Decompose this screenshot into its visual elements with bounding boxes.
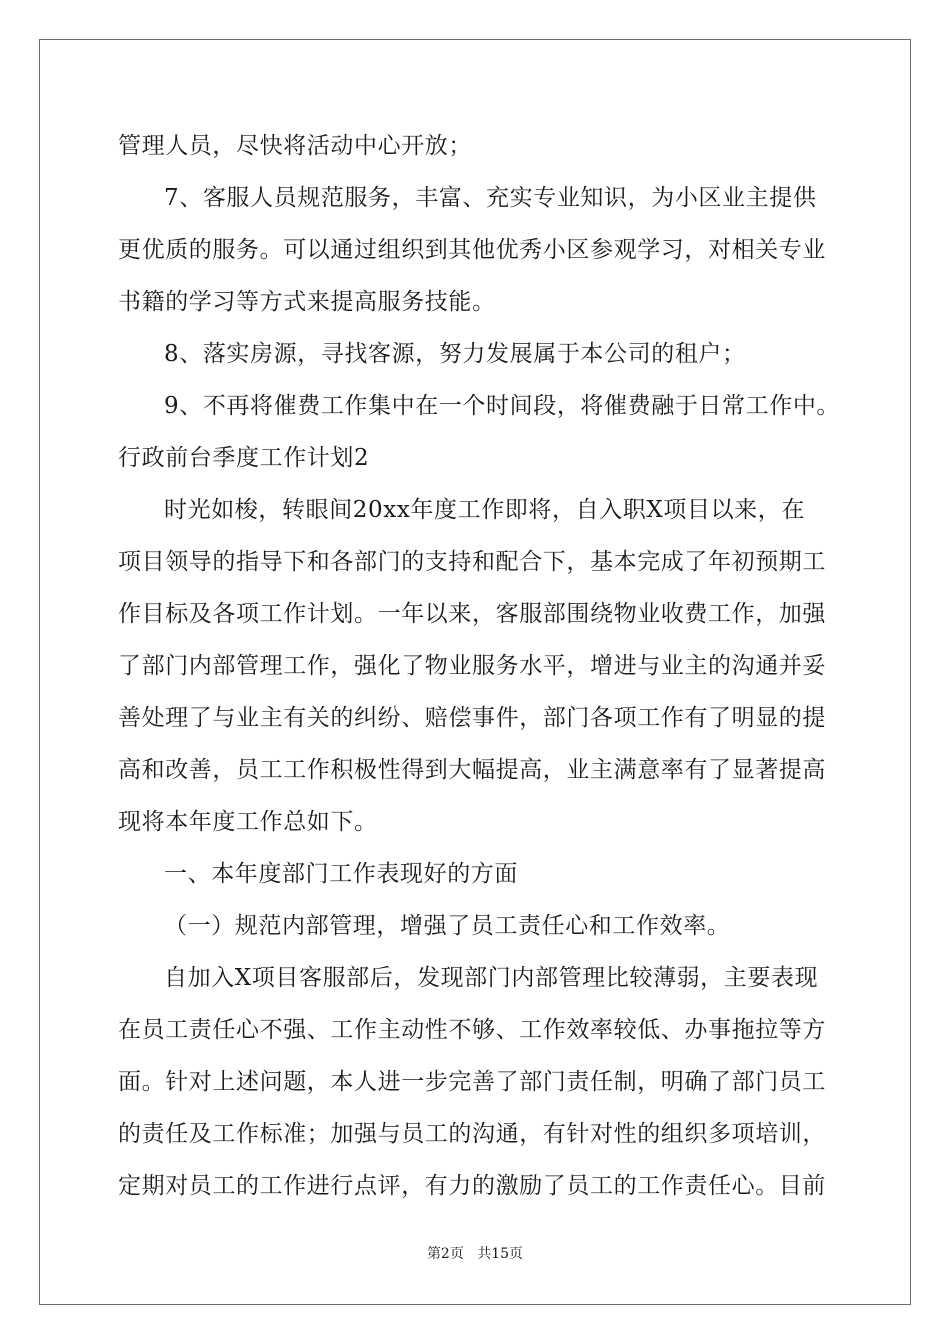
text-line: 作目标及各项工作计划。一年以来，客服部围绕物业收费工作，加强 <box>118 601 826 627</box>
text-line: 面。针对上述问题，本人进一步完善了部门责任制，明确了部门员工 <box>118 1069 826 1095</box>
section-title: 行政前台季度工作计划2 <box>118 445 370 471</box>
page-total: 共15页 <box>477 1246 524 1262</box>
page-footer <box>0 1244 950 1264</box>
paragraph-start: 自加入X项目客服部后，发现部门内部管理比较薄弱，主要表现 <box>164 965 819 991</box>
list-item-7: 7、客服人员规范服务，丰富、充实专业知识，为小区业主提供 <box>164 185 817 211</box>
page-number: 第2页 <box>426 1246 464 1262</box>
text-line: 书籍的学习等方式来提高服务技能。 <box>118 289 496 315</box>
text-line: 的责任及工作标准；加强与员工的沟通，有针对性的组织多项培训， <box>118 1121 826 1147</box>
text-line: 定期对员工的工作进行点评，有力的激励了员工的工作责任心。目前 <box>118 1173 826 1199</box>
heading-level-2: （一）规范内部管理，增强了员工责任心和工作效率。 <box>164 913 731 939</box>
text-line: 更优质的服务。可以通过组织到其他优秀小区参观学习，对相关专业 <box>118 237 826 263</box>
text-line: 在员工责任心不强、工作主动性不够、工作效率较低、办事拖拉等方 <box>118 1017 826 1043</box>
text-line: 善处理了与业主有关的纠纷、赔偿事件，部门各项工作有了明显的提 <box>118 705 826 731</box>
text-line: 现将本年度工作总如下。 <box>118 809 378 835</box>
text-line: 管理人员，尽快将活动中心开放； <box>118 133 472 159</box>
text-line: 项目领导的指导下和各部门的支持和配合下，基本完成了年初预期工 <box>118 549 826 575</box>
list-item-8: 8、落实房源，寻找客源，努力发展属于本公司的租户； <box>164 341 746 367</box>
heading-level-1: 一、本年度部门工作表现好的方面 <box>164 861 518 887</box>
document-body <box>118 120 841 1212</box>
list-item-9: 9、不再将催费工作集中在一个时间段，将催费融于日常工作中。 <box>164 393 841 419</box>
text-line: 高和改善，员工工作积极性得到大幅提高，业主满意率有了显著提高 <box>118 757 826 783</box>
paragraph-start: 时光如梭，转眼间20xx年度工作即将，自入职X项目以来，在 <box>164 497 805 523</box>
text-line: 了部门内部管理工作，强化了物业服务水平，增进与业主的沟通并妥 <box>118 653 826 679</box>
